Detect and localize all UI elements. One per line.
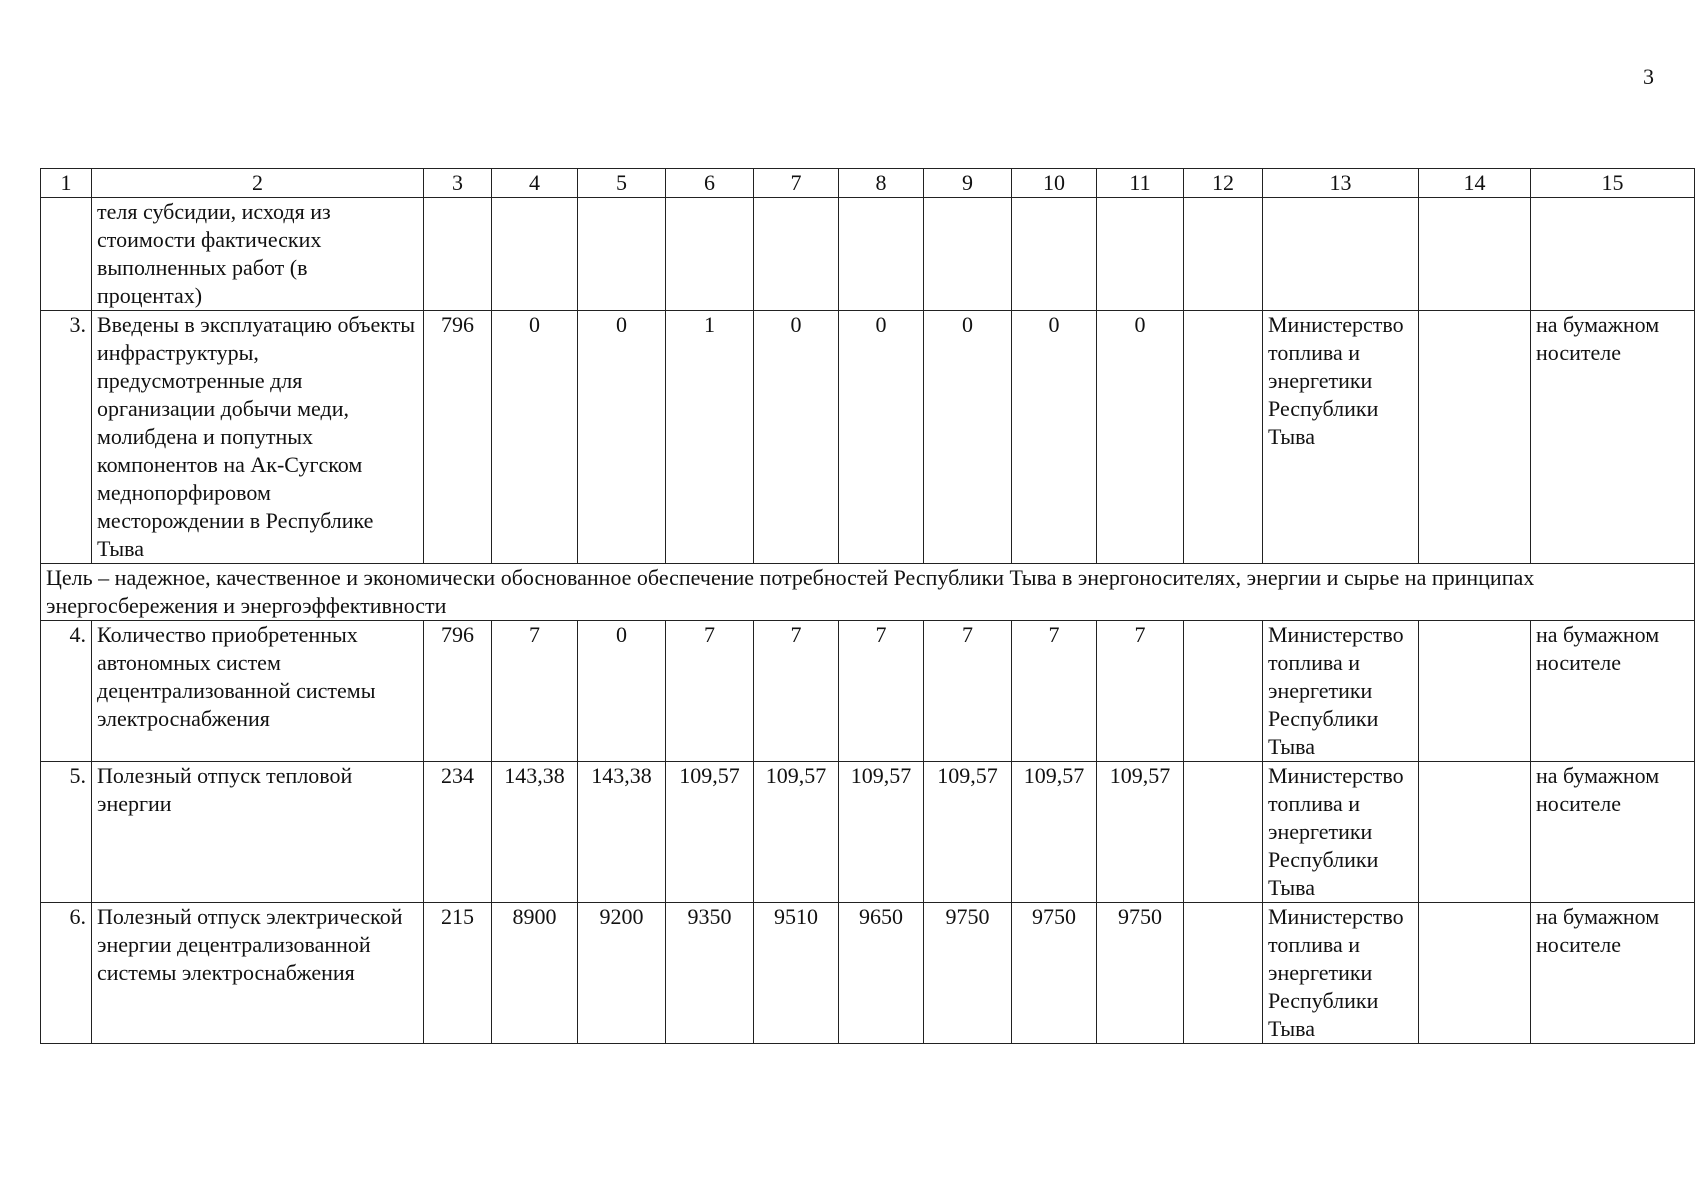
row-number: 4. (41, 621, 92, 762)
value-cell: 9200 (578, 903, 666, 1044)
value-cell: 0 (754, 311, 839, 564)
empty-cell (1263, 198, 1419, 311)
value-cell: 9750 (1012, 903, 1097, 1044)
table-row (41, 621, 1695, 762)
data-medium: на бумажном носителе (1531, 903, 1695, 1044)
empty-cell (1419, 198, 1531, 311)
empty-cell (924, 198, 1012, 311)
value-cell: 7 (839, 621, 924, 762)
column-number: 12 (1184, 169, 1263, 198)
column-number: 11 (1097, 169, 1184, 198)
row-number: 6. (41, 903, 92, 1044)
data-medium: на бумажном носителе (1531, 311, 1695, 564)
column-number: 14 (1419, 169, 1531, 198)
column-12-cell (1184, 621, 1263, 762)
value-cell: 109,57 (666, 762, 754, 903)
value-cell: 143,38 (578, 762, 666, 903)
value-cell: 7 (924, 621, 1012, 762)
goal-text: Цель – надежное, качественное и экономически обоснованное обеспечение потребностей Республики Тыва в энергоносителях, энергии и сырье на принципах энергосбережения и энергоэффективности (41, 564, 1695, 621)
column-number: 1 (41, 169, 92, 198)
indicators-table (40, 168, 1695, 1044)
empty-cell (41, 198, 92, 311)
value-cell: 7 (754, 621, 839, 762)
responsible-body: Министерство топлива и энергетики Республики Тыва (1263, 762, 1419, 903)
empty-cell (1097, 198, 1184, 311)
data-medium: на бумажном носителе (1531, 621, 1695, 762)
empty-cell (1012, 198, 1097, 311)
goal-row (41, 564, 1695, 621)
value-cell: 9750 (924, 903, 1012, 1044)
value-cell: 143,38 (492, 762, 578, 903)
indicator-name: Количество приобретенных автономных систем децентрализованной системы электроснабжения (92, 621, 424, 762)
column-number: 6 (666, 169, 754, 198)
data-medium: на бумажном носителе (1531, 762, 1695, 903)
value-cell: 0 (492, 311, 578, 564)
empty-cell (666, 198, 754, 311)
value-cell: 7 (1097, 621, 1184, 762)
column-number: 7 (754, 169, 839, 198)
page-number: 3 (1643, 64, 1654, 89)
value-cell: 109,57 (839, 762, 924, 903)
value-cell: 0 (578, 621, 666, 762)
column-number-row (41, 169, 1695, 198)
responsible-body: Министерство топлива и энергетики Республики Тыва (1263, 621, 1419, 762)
empty-cell (578, 198, 666, 311)
column-12-cell (1184, 311, 1263, 564)
empty-cell (754, 198, 839, 311)
column-12-cell (1184, 903, 1263, 1044)
column-number: 5 (578, 169, 666, 198)
table-row-continuation (41, 198, 1695, 311)
column-number: 15 (1531, 169, 1695, 198)
table-row (41, 762, 1695, 903)
value-cell: 109,57 (1012, 762, 1097, 903)
table-row (41, 311, 1695, 564)
column-number: 4 (492, 169, 578, 198)
column-12-cell (1184, 762, 1263, 903)
value-cell: 9750 (1097, 903, 1184, 1044)
empty-cell (839, 198, 924, 311)
value-cell: 109,57 (924, 762, 1012, 903)
indicator-name-continuation: теля субсидии, исходя из стоимости фактических выполненных работ (в процентах) (92, 198, 424, 311)
indicator-name: Полезный отпуск тепловой энергии (92, 762, 424, 903)
indicator-name: Полезный отпуск электрической энергии децентрализованной системы электроснабжения (92, 903, 424, 1044)
value-cell: 7 (1012, 621, 1097, 762)
column-14-cell (1419, 762, 1531, 903)
empty-cell (1184, 198, 1263, 311)
value-cell: 9650 (839, 903, 924, 1044)
okei-code: 796 (424, 311, 492, 564)
okei-code: 796 (424, 621, 492, 762)
value-cell: 0 (578, 311, 666, 564)
indicator-name: Введены в эксплуатацию объекты инфраструктуры, предусмотренные для организации добычи меди, молибдена и попутных компонентов на Ак-Сугском меднопорфировом месторождении в Республике Тыва (92, 311, 424, 564)
column-14-cell (1419, 311, 1531, 564)
value-cell: 109,57 (1097, 762, 1184, 903)
empty-cell (1531, 198, 1695, 311)
value-cell: 0 (839, 311, 924, 564)
column-14-cell (1419, 621, 1531, 762)
value-cell: 9510 (754, 903, 839, 1044)
column-number: 9 (924, 169, 1012, 198)
value-cell: 9350 (666, 903, 754, 1044)
value-cell: 0 (1097, 311, 1184, 564)
empty-cell (492, 198, 578, 311)
table-row (41, 903, 1695, 1044)
okei-code: 234 (424, 762, 492, 903)
responsible-body: Министерство топлива и энергетики Республики Тыва (1263, 903, 1419, 1044)
column-number: 13 (1263, 169, 1419, 198)
empty-cell (424, 198, 492, 311)
responsible-body: Министерство топлива и энергетики Республики Тыва (1263, 311, 1419, 564)
okei-code: 215 (424, 903, 492, 1044)
value-cell: 0 (1012, 311, 1097, 564)
column-number: 3 (424, 169, 492, 198)
value-cell: 7 (666, 621, 754, 762)
column-number: 2 (92, 169, 424, 198)
column-number: 8 (839, 169, 924, 198)
value-cell: 8900 (492, 903, 578, 1044)
row-number: 3. (41, 311, 92, 564)
column-number: 10 (1012, 169, 1097, 198)
value-cell: 109,57 (754, 762, 839, 903)
value-cell: 1 (666, 311, 754, 564)
column-14-cell (1419, 903, 1531, 1044)
row-number: 5. (41, 762, 92, 903)
value-cell: 0 (924, 311, 1012, 564)
value-cell: 7 (492, 621, 578, 762)
